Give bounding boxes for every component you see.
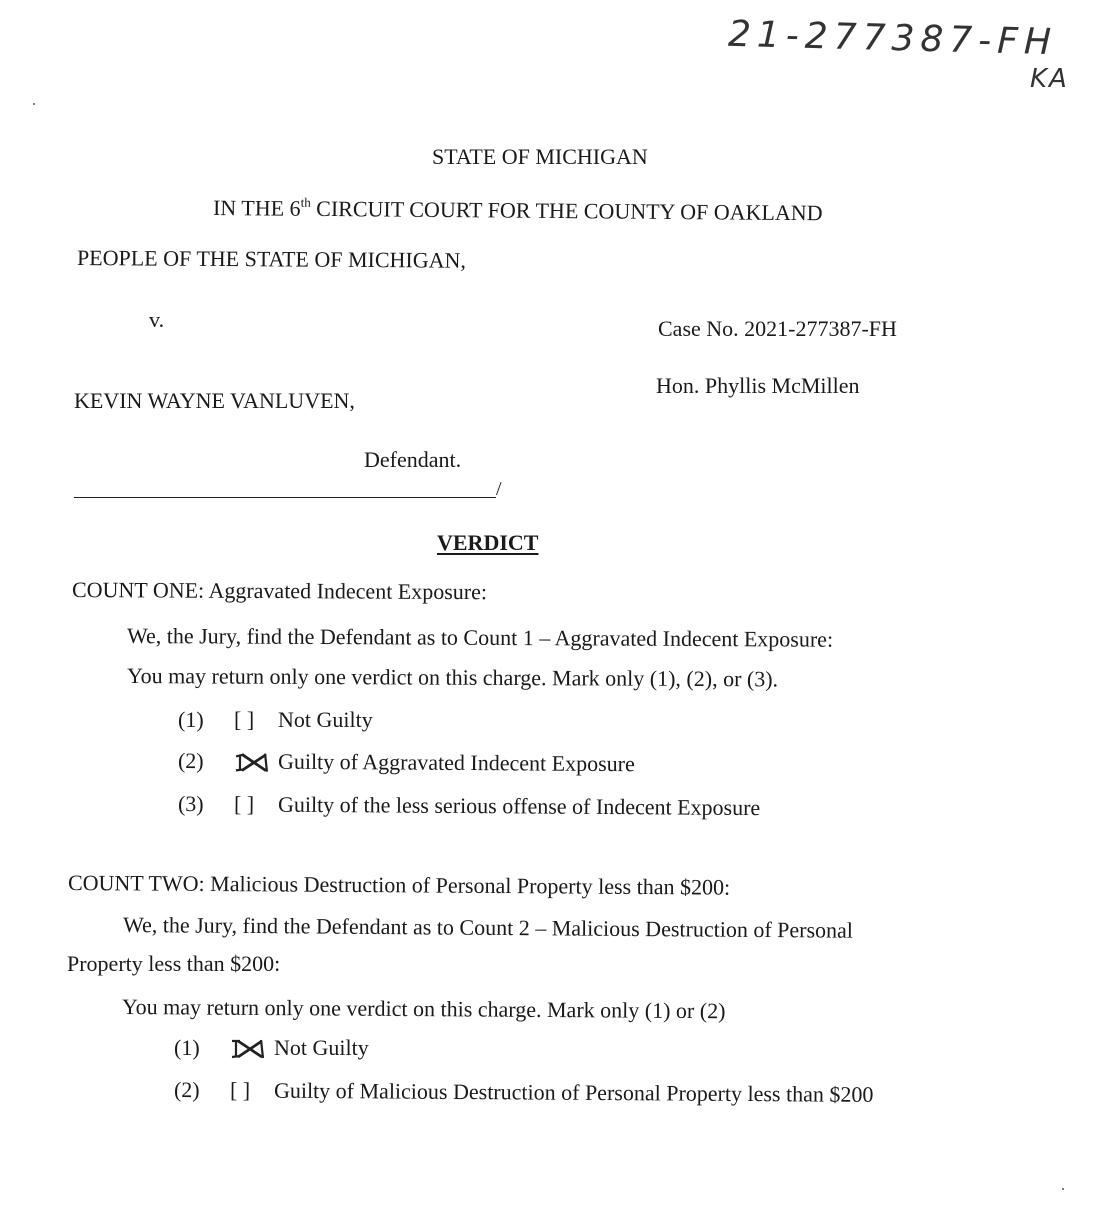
- count-one-heading: COUNT ONE: Aggravated Indecent Exposure:: [71, 577, 488, 605]
- plaintiff-name: PEOPLE OF THE STATE OF MICHIGAN,: [76, 245, 467, 273]
- handwritten-case-number: 21-277387-FH: [727, 13, 1058, 64]
- option-label: Not Guilty: [278, 707, 373, 732]
- option-label: Guilty of Aggravated Indecent Exposure: [277, 748, 635, 777]
- court-heading: [212, 194, 823, 226]
- count-one-option-3: [178, 793, 760, 819]
- court-suffix: CIRCUIT COURT FOR THE COUNTY OF OAKLAND: [310, 195, 823, 226]
- option-label: Not Guilty: [274, 1035, 369, 1060]
- checkbox-marked-x-icon[interactable]: [234, 750, 278, 772]
- handwritten-initials: KA: [1030, 64, 1069, 94]
- option-number: (1): [174, 1035, 200, 1060]
- caption-rule: [74, 497, 496, 498]
- count-two-heading: COUNT TWO: Malicious Destruction of Personal Property less than $200:: [67, 870, 731, 900]
- count-two-option-1: [174, 1037, 369, 1059]
- count-two-finding-line-1: We, the Jury, find the Defendant as to Count 2 – Malicious Destruction of Personal: [122, 912, 854, 943]
- judge-name: Hon. Phyllis McMillen: [656, 373, 860, 398]
- versus-label: v.: [149, 307, 165, 332]
- count-one-finding: We, the Jury, find the Defendant as to Count 1 – Aggravated Indecent Exposure:: [126, 623, 834, 652]
- option-number: (2): [177, 748, 204, 774]
- defendant-role: Defendant.: [364, 447, 462, 472]
- defendant-name: KEVIN WAYNE VANLUVEN,: [74, 388, 355, 413]
- verdict-title: VERDICT: [437, 530, 539, 555]
- state-heading: STATE OF MICHIGAN: [432, 144, 648, 169]
- case-number: Case No. 2021-277387-FH: [658, 316, 897, 341]
- option-label: Guilty of the less serious offense of Indecent Exposure: [277, 791, 761, 821]
- count-one-instruction: You may return only one verdict on this charge. Mark only (1), (2), or (3).: [126, 663, 779, 692]
- option-number: (3): [177, 791, 204, 817]
- option-label: Guilty of Malicious Destruction of Personal Property less than $200: [273, 1077, 874, 1107]
- count-two-option-2: [174, 1079, 874, 1106]
- court-prefix: IN THE 6: [212, 195, 301, 221]
- count-one-option-2: [178, 750, 635, 775]
- count-two-finding-line-2: Property less than $200:: [67, 951, 281, 976]
- caption-slash: /: [496, 478, 502, 500]
- court-ordinal-suffix: th: [300, 194, 311, 210]
- option-number: (2): [173, 1077, 200, 1103]
- checkbox-marked-x-icon[interactable]: [230, 1037, 274, 1059]
- scan-speck: [33, 103, 35, 105]
- scan-speck: [1062, 1188, 1064, 1190]
- count-two-instruction: You may return only one verdict on this charge. Mark only (1) or (2): [121, 994, 726, 1024]
- checkbox-empty[interactable]: [ ]: [233, 791, 255, 817]
- count-one-option-1: [178, 709, 373, 731]
- option-number: (1): [178, 707, 204, 732]
- checkbox-empty[interactable]: [ ]: [229, 1077, 251, 1103]
- checkbox-empty[interactable]: [ ]: [234, 707, 255, 732]
